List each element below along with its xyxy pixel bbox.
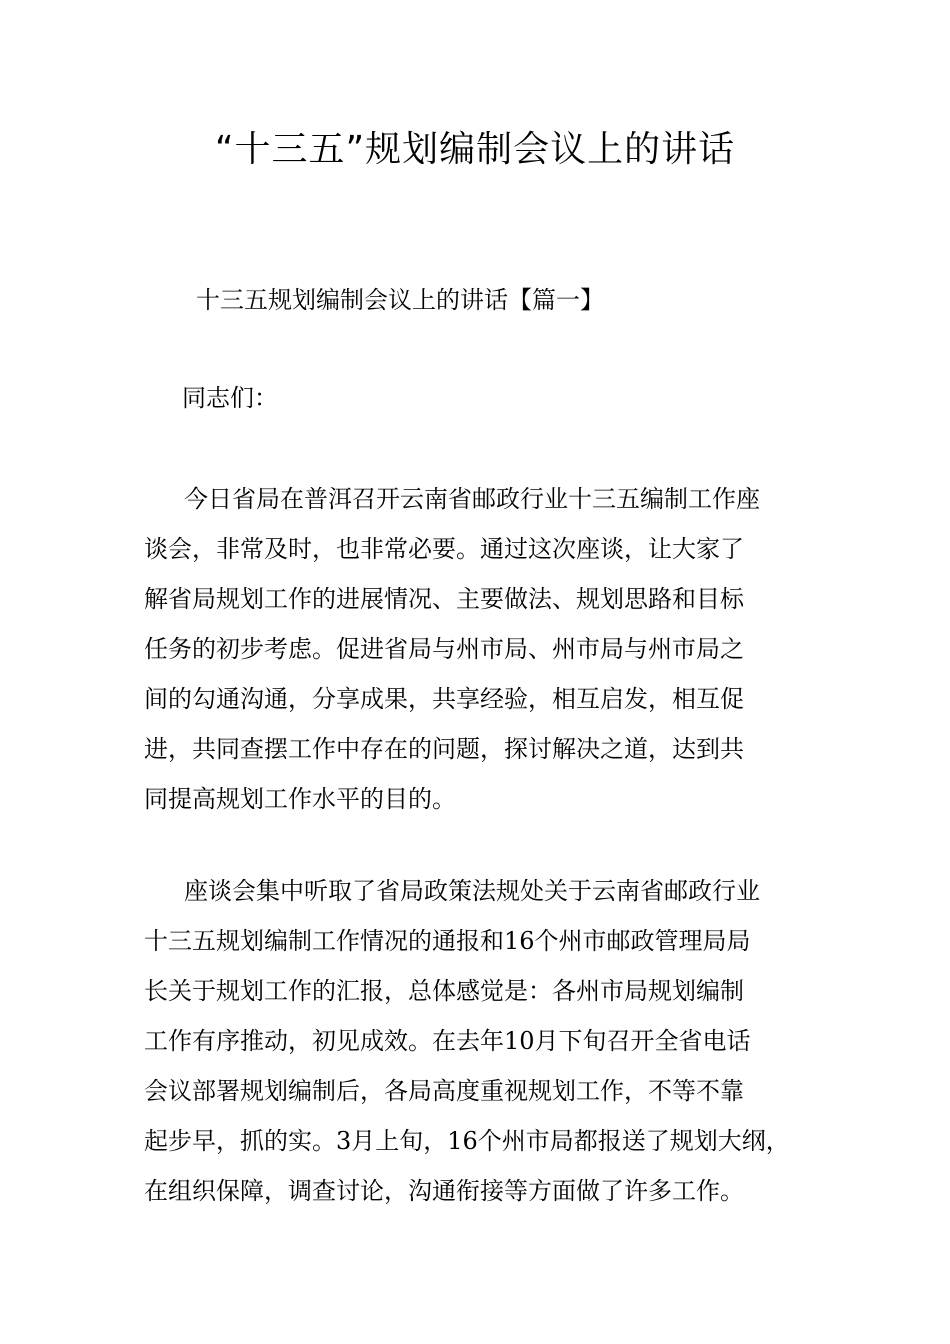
paragraph-line: 今日省局在普洱召开云南省邮政行业十三五编制工作座 bbox=[184, 485, 760, 513]
paragraph-line: 谈会，非常及时，也非常必要。通过这次座谈，让大家了 bbox=[144, 535, 744, 563]
document-subtitle: 十三五规划编制会议上的讲话【篇一】 bbox=[196, 286, 604, 314]
paragraph-1 bbox=[144, 474, 824, 824]
paragraph-line: 会议部署规划编制后，各局高度重视规划工作，不等不靠 bbox=[144, 1077, 744, 1105]
paragraph-line: 任务的初步考虑。促进省局与州市局、州市局与州市局之 bbox=[144, 635, 744, 663]
document-title: “十三五”规划编制会议上的讲话 bbox=[214, 129, 736, 170]
paragraph-2 bbox=[144, 866, 824, 1216]
greeting: 同志们： bbox=[182, 384, 278, 412]
paragraph-line: 起步早，抓的实。3月上旬，16个州市局都报送了规划大纲， bbox=[144, 1127, 790, 1155]
paragraph-line: 进，共同查摆工作中存在的问题，探讨解决之道，达到共 bbox=[144, 735, 744, 763]
paragraph-line: 解省局规划工作的进展情况、主要做法、规划思路和目标 bbox=[144, 585, 744, 613]
paragraph-line: 长关于规划工作的汇报，总体感觉是：各州市局规划编制 bbox=[144, 977, 744, 1005]
paragraph-line: 十三五规划编制工作情况的通报和16个州市邮政管理局局 bbox=[144, 927, 751, 955]
paragraph-line: 同提高规划工作水平的目的。 bbox=[144, 785, 456, 813]
paragraph-line: 间的勾通沟通，分享成果，共享经验，相互启发，相互促 bbox=[144, 685, 744, 713]
paragraph-line: 在组织保障，调查讨论，沟通衔接等方面做了许多工作。 bbox=[144, 1177, 744, 1205]
paragraph-line: 座谈会集中听取了省局政策法规处关于云南省邮政行业 bbox=[184, 877, 760, 905]
paragraph-line: 工作有序推动，初见成效。在去年10月下旬召开全省电话 bbox=[144, 1027, 751, 1055]
